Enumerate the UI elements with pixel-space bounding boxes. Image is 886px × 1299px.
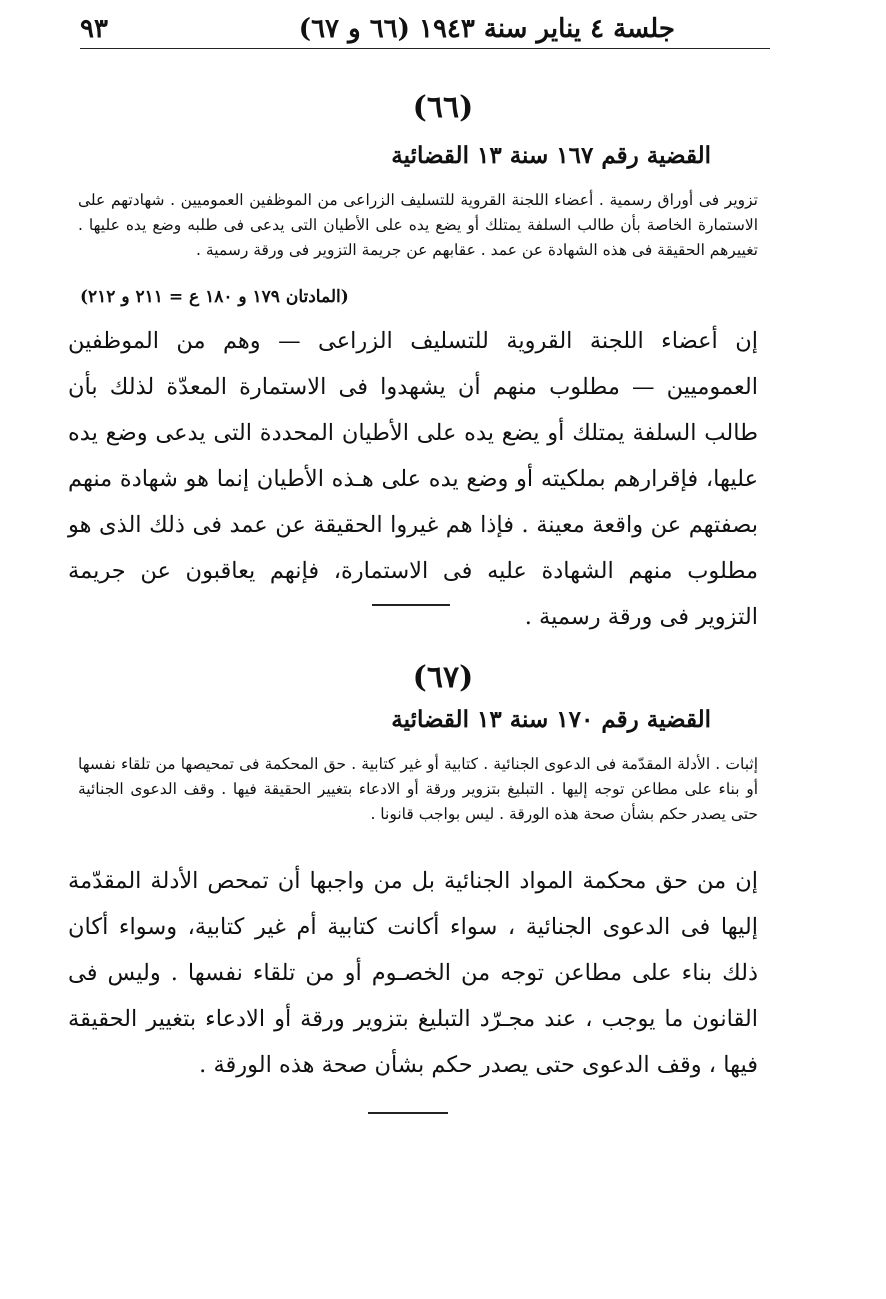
case-reference-67: القضية رقم ١٧٠ سنة ١٣ القضائية <box>391 706 711 733</box>
case-reference-66: القضية رقم ١٦٧ سنة ١٣ القضائية <box>391 142 711 169</box>
case-articles-66: (المادتان ١٧٩ و ١٨٠ ع = ٢١١ و ٢١٢) <box>80 287 349 307</box>
section-divider <box>368 1112 448 1114</box>
case-summary-67 <box>78 752 758 827</box>
header-title: جلسة ٤ يناير سنة ١٩٤٣ (٦٦ و ٦٧) <box>298 14 675 44</box>
case-body-66 <box>68 318 758 640</box>
page-header <box>80 8 770 49</box>
case-body-text: إن أعضاء اللجنة القروية للتسليف الزراعى — وهم من الموظفين العموميين — مطلوب منهم أن يشهدوا فى الاستمارة المعدّة لذلك بأن طالب السلفة يمتلك أو يضع يده على الأطيان المحددة التى يدعى وضع يده عليها، فإقرارهم بملكيته أو وضع يده على هـذه الأطيان إنما هو شهادة منهم بصفتهم عن واقعة معينة . فإذا هم غيروا الحقيقة عن عمد فى ذلك الذى هو مطلوب منهم الشهادة عليه فى الاستمارة، فإنهم يعاقبون عن جريمة التزوير فى ورقة رسمية . <box>68 328 758 630</box>
page-number: ٩٣ <box>80 14 108 44</box>
case-summary-66 <box>78 188 758 263</box>
case-number-67: (٦٧) <box>412 660 474 695</box>
case-summary-text: إثبات . الأدلة المقدّمة فى الدعوى الجنائية . كتابية أو غير كتابية . حق المحكمة فى تمحيصها من تلقاء نفسها أو بناء على مطاعن توجه إليها . التبليغ بتزوير ورقة أو الادعاء بتغيير الحقيقة فيها . وقف الدعوى الجنائية حتى يصدر حكم بشأن صحة هذه الورقة . ليس بواجب قانونا . <box>78 755 758 823</box>
case-number-66: (٦٦) <box>412 90 474 125</box>
section-divider <box>372 604 450 606</box>
case-body-67 <box>68 858 758 1088</box>
case-summary-text: تزوير فى أوراق رسمية . أعضاء اللجنة القروية للتسليف الزراعى من الموظفين العموميين . شهادتهم على الاستمارة الخاصة بأن طالب السلفة يمتلك أو يضع يده على الأطيان التى يدعى فى طلبه وضع يده عليها . تغييرهم الحقيقة فى هذه الشهادة عن عمد . عقابهم عن جريمة التزوير فى ورقة رسمية . <box>78 191 758 259</box>
case-body-text: إن من حق محكمة المواد الجنائية بل من واجبها أن تمحص الأدلة المقدّمة إليها فى الدعوى الجنائية ، سواء أكانت كتابية أم غير كتابية، وسواء أكان ذلك بناء على مطاعن توجه من الخصـوم أو من تلقاء نفسها . وليس فى القانون ما يوجب ، عند مجـرّد التبليغ بتزوير ورقة أو الادعاء بتغيير الحقيقة فيها ، وقف الدعوى حتى يصدر حكم بشأن صحة هذه الورقة . <box>68 868 758 1078</box>
